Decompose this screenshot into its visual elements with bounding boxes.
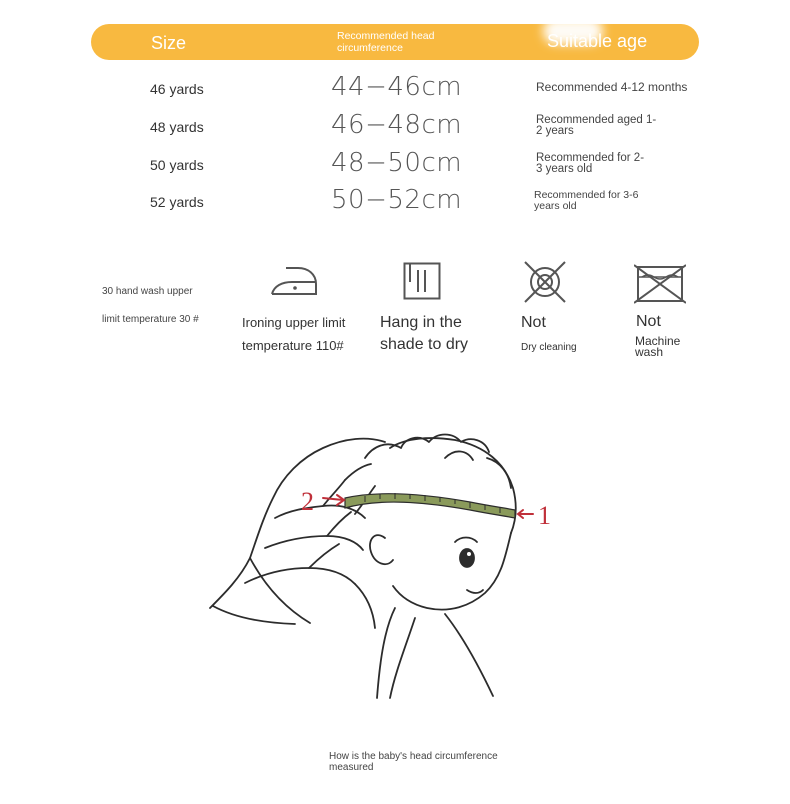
ironing-label: Ironing upper limit temperature 110# xyxy=(242,315,346,353)
row-circumference: 48−50cm xyxy=(331,148,463,178)
row-age: Recommended aged 1-2 years xyxy=(536,114,657,137)
size-row xyxy=(0,185,790,232)
row-age: Recommended for 2-3 years old xyxy=(536,152,645,175)
marker-1: 1 xyxy=(538,501,551,530)
no-dry-clean-sub: Dry cleaning xyxy=(521,342,577,353)
row-size: 46 yards xyxy=(150,81,204,97)
size-table-header xyxy=(91,24,699,60)
no-machine-wash-title: Not xyxy=(636,313,661,330)
row-circumference: 50−52cm xyxy=(331,185,463,215)
row-size: 50 yards xyxy=(150,157,204,173)
no-dry-clean-icon xyxy=(521,258,569,306)
hand-wash-text: 30 hand wash upper limit temperature 30 # xyxy=(102,286,199,325)
row-size: 48 yards xyxy=(150,119,204,135)
row-circumference: 44−46cm xyxy=(331,72,463,102)
row-age: Recommended 4-12 months xyxy=(536,80,688,94)
header-recommended: Recommended head circumference xyxy=(337,30,435,54)
no-dry-clean-title: Not xyxy=(521,314,546,331)
marker-2: 2 xyxy=(301,487,314,516)
no-machine-wash-sub: Machine wash xyxy=(635,334,681,359)
iron-icon xyxy=(268,262,320,298)
header-size: Size xyxy=(151,33,187,53)
row-size: 52 yards xyxy=(150,194,204,210)
no-machine-wash-icon xyxy=(634,263,686,305)
header-suitable-age: Suitable age xyxy=(547,31,648,51)
row-age: Recommended for 3-6 years old xyxy=(534,189,639,212)
hang-dry-label: Hang in the shade to dry xyxy=(380,314,469,353)
head-measure-illustration xyxy=(205,418,565,703)
row-circumference: 46−48cm xyxy=(331,110,463,140)
illustration-caption: How is the baby's head circumference measured xyxy=(329,751,498,773)
line-dry-icon xyxy=(403,262,441,300)
